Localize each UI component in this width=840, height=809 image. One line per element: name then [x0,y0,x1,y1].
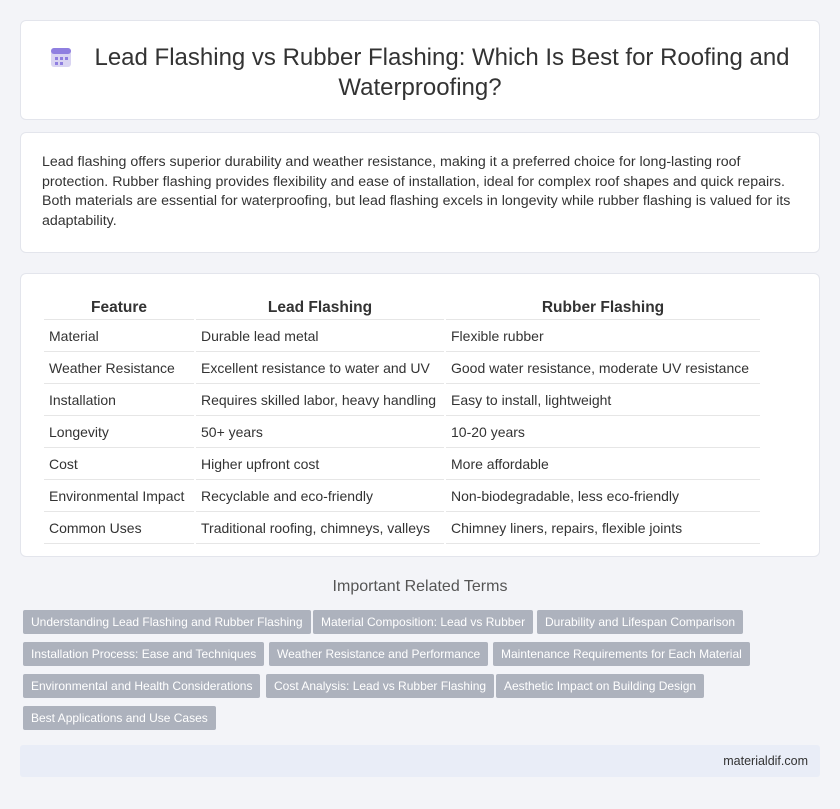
calendar-icon [50,46,72,68]
table-header-row [44,296,760,320]
table-row [44,514,760,544]
table-cell: Longevity [44,418,194,448]
related-term-tag[interactable]: Cost Analysis: Lead vs Rubber Flashing [266,674,494,698]
page-title-text: Lead Flashing vs Rubber Flashing: Which Is Best for Roofing and Waterproofing? [94,44,790,101]
table-cell: Weather Resistance [44,354,194,384]
related-term-tag[interactable]: Material Composition: Lead vs Rubber [313,610,533,634]
page-title [21,43,819,103]
column-header-feature: Feature [44,296,194,320]
table-cell: Easy to install, lightweight [446,386,760,416]
comparison-card [20,273,820,557]
table-cell: Requires skilled labor, heavy handling [196,386,444,416]
table-cell: More affordable [446,450,760,480]
table-row [44,482,760,512]
table-cell: 50+ years [196,418,444,448]
related-term-tag[interactable]: Environmental and Health Considerations [23,674,260,698]
related-term-tag[interactable]: Understanding Lead Flashing and Rubber Flashing [23,610,311,634]
table-cell: Durable lead metal [196,322,444,352]
table-cell: Common Uses [44,514,194,544]
table-cell: Non-biodegradable, less eco-friendly [446,482,760,512]
related-term-tag[interactable]: Maintenance Requirements for Each Material [493,642,750,666]
related-term-tag[interactable]: Weather Resistance and Performance [269,642,488,666]
related-term-tag[interactable]: Aesthetic Impact on Building Design [496,674,704,698]
table-cell: 10-20 years [446,418,760,448]
column-header-rubber: Rubber Flashing [446,296,760,320]
related-term-tag[interactable]: Durability and Lifespan Comparison [537,610,743,634]
table-row [44,354,760,384]
related-term-tag[interactable]: Best Applications and Use Cases [23,706,216,730]
comparison-table [42,294,762,546]
table-row [44,386,760,416]
related-terms-heading: Important Related Terms [332,578,508,595]
title-card [20,20,820,120]
table-row [44,322,760,352]
table-cell: Flexible rubber [446,322,760,352]
column-header-lead: Lead Flashing [196,296,444,320]
table-cell: Excellent resistance to water and UV [196,354,444,384]
summary-card [20,132,820,253]
table-cell: Recyclable and eco-friendly [196,482,444,512]
table-row [44,418,760,448]
summary-text: Lead flashing offers superior durability and weather resistance, making it a preferred choice for long-lasting roof protection. Rubber flashing provides flexibility and ease of installation, ideal for complex roof shapes and quick repairs. Both materials are essential for waterproofing, but lead flashing excels in longevity while rubber flashing is valued for its adaptability. [42,154,791,229]
table-cell: Material [44,322,194,352]
related-term-tag[interactable]: Installation Process: Ease and Techniques [23,642,264,666]
table-row [44,450,760,480]
table-cell: Traditional roofing, chimneys, valleys [196,514,444,544]
table-cell: Chimney liners, repairs, flexible joints [446,514,760,544]
table-cell: Environmental Impact [44,482,194,512]
footer [20,745,820,777]
table-cell: Cost [44,450,194,480]
table-cell: Higher upfront cost [196,450,444,480]
table-cell: Installation [44,386,194,416]
footer-site-link[interactable]: materialdif.com [723,754,808,768]
table-cell: Good water resistance, moderate UV resistance [446,354,760,384]
